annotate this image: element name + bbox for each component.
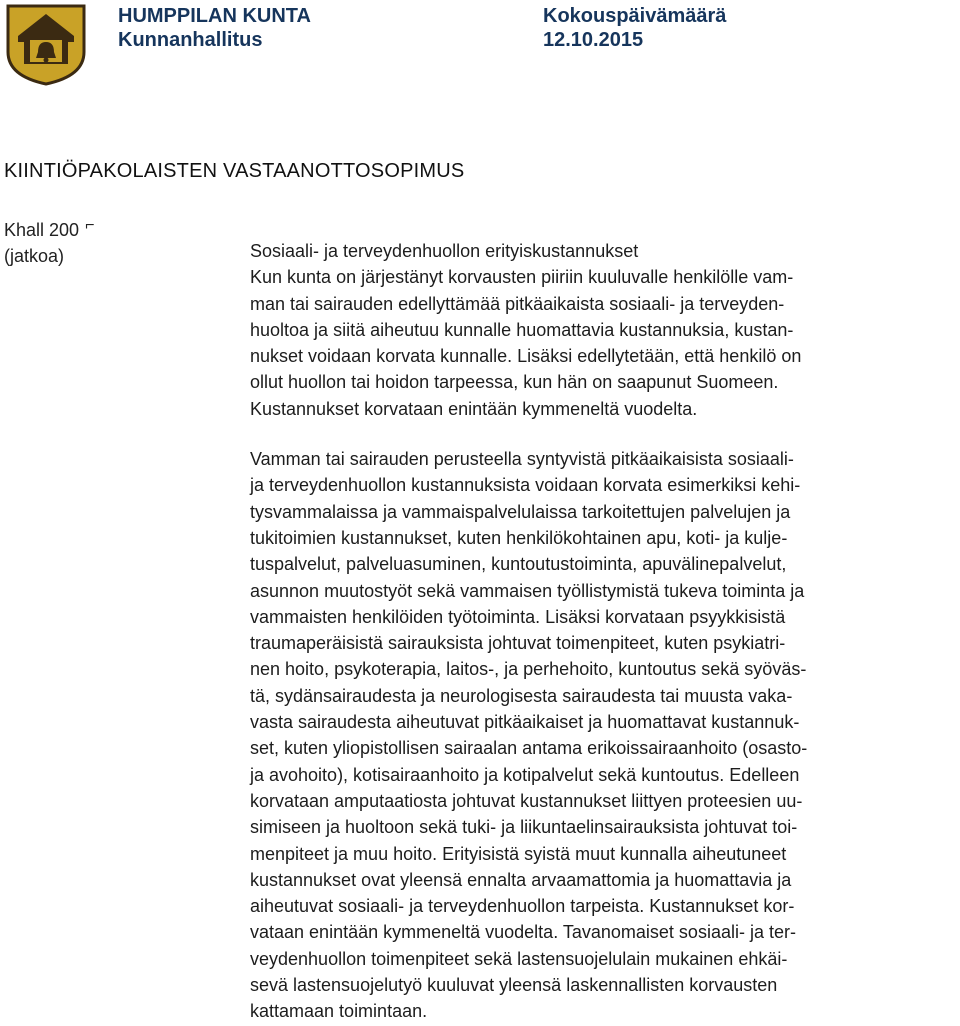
paragraph-2-line: nen hoito, psykoterapia, laitos-, ja perhehoito, kuntoutus sekä syöväs- [250,659,807,680]
paragraph-2-line: vammaisten henkilöiden työtoiminta. Lisäksi korvataan psyykkisistä [250,606,786,627]
paragraph-2-line: simiseen ja huoltoon sekä tuki- ja liikuntaelinsairauksista johtuvat toi- [250,817,798,838]
paragraph-2-line: vasta sairaudesta aiheutuvat pitkäaikaiset ja huomattavat kustannuk- [250,712,800,733]
paragraph-2-line: kustannukset ovat yleensä ennalta arvaamattomia ja huomattavia ja [250,869,792,890]
paragraph-1-line: nukset voidaan korvata kunnalle. Lisäksi edellytetään, että henkilö on [250,346,802,367]
section-number: Khall 200 [4,220,80,240]
paragraph-1-line: ollut huollon tai hoidon tarpeessa, kun hän on saapunut Suomeen. [250,372,779,393]
paragraph-2-line: kattamaan toimintaan. [250,1001,428,1022]
paragraph-2-line: sevä lastensuojelutyö kuuluvat yleensä laskennallisten korvausten [250,975,778,996]
paragraph-1-line: man tai sairauden edellyttämää pitkäaikaista sosiaali- ja terveyden- [250,293,785,314]
section-continuation: (jatkoa) [4,246,65,266]
paragraph-2-line: vataan enintään kymmeneltä vuodelta. Tavanomaiset sosiaali- ja ter- [250,922,796,943]
paragraph-2-line: tä, sydänsairaudesta ja neurologisesta sairaudesta tai muusta vaka- [250,685,793,706]
board-name: Kunnanhallitus [118,29,263,51]
paragraph-2-line: set, kuten yliopistollisen sairaalan antama erikoissairaanhoito (osasto- [250,738,808,759]
paragraph-1-line: Kun kunta on järjestänyt korvausten piiriin kuuluvalle henkilölle vam- [250,267,794,288]
paragraph-2-line: korvataan amputaatiosta johtuvat kustannukset liittyen proteesien uu- [250,790,803,811]
paragraph-2-line: tysvammalaissa ja vammaispalvelulaissa tarkoitettujen palvelujen ja [250,501,791,522]
paragraph-2-line: aiheutuvat sosiaali- ja terveydenhuollon tarpeista. Kustannukset kor- [250,896,795,917]
meeting-date: 12.10.2015 [543,29,644,51]
bell-in-shield-icon [4,2,88,86]
paragraph-1-line: huoltoa ja siitä aiheutuu kunnalle huomattavia kustannuksia, kustan- [250,319,794,340]
subsection-heading: Sosiaali- ja terveydenhuollon erityiskustannukset [250,241,639,261]
header-left [118,4,311,52]
paragraph-1-line: Kustannukset korvataan enintään kymmeneltä vuodelta. [250,398,698,419]
paragraph-2-line: traumaperäisistä sairauksista johtuvat toimenpiteet, kuten psykiatri- [250,633,786,654]
cursor-mark-icon: ⌐ [85,217,95,234]
paragraph-2-line: ja terveydenhuollon kustannuksista voidaan korvata esimerkiksi kehi- [250,475,801,496]
paragraph-2-line: veydenhuollon toimenpiteet sekä lastensuojelulain mukainen ehkäi- [250,948,788,969]
paragraph-1 [250,264,955,422]
paragraph-2-line: ja avohoito), kotisairaanhoito ja kotipalvelut sekä kuntoutus. Edelleen [250,764,800,785]
paragraph-2 [250,446,955,1025]
section-reference [4,213,94,269]
document-body [250,238,955,1025]
header-right [543,4,726,52]
paragraph-2-line: asunnon muutostyöt sekä vammaisen työllistymistä tukeva toiminta ja [250,580,805,601]
paragraph-2-line: Vamman tai sairauden perusteella syntyvistä pitkäaikaisista sosiaali- [250,449,794,470]
paragraph-2-line: tukitoimien kustannukset, kuten henkilökohtainen apu, koti- ja kulje- [250,527,788,548]
paragraph-2-line: tuspalvelut, palveluasuminen, kuntoutustoiminta, apuvälinepalvelut, [250,554,787,575]
meeting-date-label: Kokouspäivämäärä [543,5,727,27]
paragraph-2-line: menpiteet ja muu hoito. Erityisistä syistä muut kunnalla aiheutuneet [250,843,787,864]
municipality-name: HUMPPILAN KUNTA [118,5,311,27]
document-title: KIINTIÖPAKOLAISTEN VASTAANOTTOSOPIMUS [4,160,465,182]
